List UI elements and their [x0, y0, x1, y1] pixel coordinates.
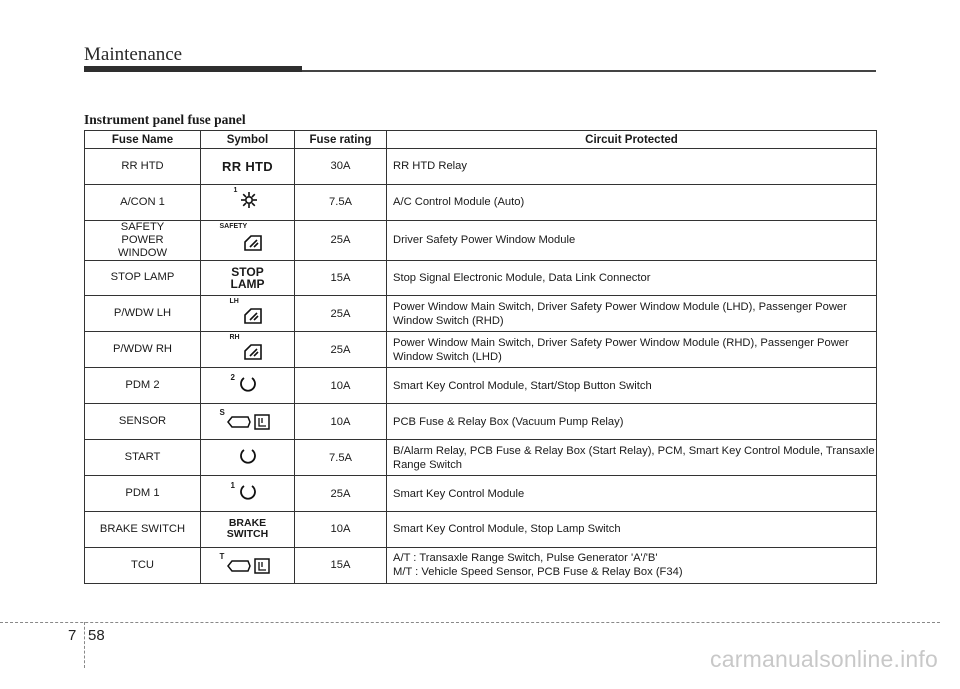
fuse-rating: 7.5A — [295, 184, 387, 220]
engine-sensor-icon — [226, 413, 272, 431]
circuit-protected: Power Window Main Switch, Driver Safety Power Window Module (RHD), Passenger Power Window Switch (LHD) — [387, 332, 877, 368]
fuse-name: P/WDW LH — [85, 296, 201, 332]
column-header-fuse-name: Fuse Name — [85, 131, 201, 149]
table-row — [85, 368, 877, 404]
power-window-icon — [244, 344, 262, 360]
fuse-name: PDM 1 — [85, 476, 201, 512]
fuse-rating: 25A — [295, 332, 387, 368]
transmission-icon — [226, 557, 272, 575]
circuit-protected: Stop Signal Electronic Module, Data Link Connector — [387, 260, 877, 296]
table-row — [85, 404, 877, 440]
table-row — [85, 260, 877, 296]
fuse-rating: 10A — [295, 512, 387, 548]
fuse-symbol — [201, 476, 295, 512]
fuse-name: A/CON 1 — [85, 184, 201, 220]
fuse-symbol — [201, 512, 295, 548]
column-header-symbol: Symbol — [201, 131, 295, 149]
symbol-superscript: 1 — [230, 481, 235, 490]
fuse-rating: 10A — [295, 368, 387, 404]
chapter-number: 7 — [68, 627, 77, 644]
table-row — [85, 547, 877, 583]
key-ring-icon — [238, 374, 258, 394]
fuse-symbol — [201, 332, 295, 368]
circuit-protected: Driver Safety Power Window Module — [387, 220, 877, 260]
circuit-protected: Smart Key Control Module, Stop Lamp Switch — [387, 512, 877, 548]
symbol-superscript: LH — [229, 298, 239, 305]
column-header-circuit: Circuit Protected — [387, 131, 877, 149]
table-row — [85, 296, 877, 332]
fuse-rating: 7.5A — [295, 440, 387, 476]
symbol-superscript: S — [219, 408, 225, 417]
fuse-name: BRAKE SWITCH — [85, 512, 201, 548]
table-header-row — [85, 131, 877, 149]
table-row — [85, 149, 877, 185]
fuse-symbol — [201, 547, 295, 583]
column-header-fuse-rating: Fuse rating — [295, 131, 387, 149]
fuse-name: STOP LAMP — [85, 260, 201, 296]
fuse-symbol — [201, 440, 295, 476]
ignition-key-icon — [238, 446, 258, 466]
fuse-rating: 25A — [295, 296, 387, 332]
fuse-symbol — [201, 296, 295, 332]
fuse-rating: 25A — [295, 220, 387, 260]
fuse-symbol — [201, 404, 295, 440]
power-window-icon — [244, 308, 262, 324]
symbol-label-line1: STOP — [231, 264, 264, 279]
fuse-symbol — [201, 368, 295, 404]
fuse-name: START — [85, 440, 201, 476]
fuse-name: P/WDW RH — [85, 332, 201, 368]
circuit-protected: PCB Fuse & Relay Box (Vacuum Pump Relay) — [387, 404, 877, 440]
table-row — [85, 440, 877, 476]
fuse-name: RR HTD — [85, 149, 201, 185]
circuit-protected: RR HTD Relay — [387, 149, 877, 185]
snowflake-icon — [240, 191, 258, 209]
symbol-label-line1: BRAKE — [228, 517, 267, 530]
fuse-symbol — [201, 184, 295, 220]
symbol-label-line2: SWITCH — [226, 528, 269, 541]
fuse-name: TCU — [85, 547, 201, 583]
symbol-superscript: RH — [229, 334, 240, 341]
symbol-superscript: T — [219, 551, 225, 561]
footer-divider — [0, 622, 940, 623]
fuse-symbol — [201, 260, 295, 296]
fuse-name: SAFETY POWER WINDOW — [85, 220, 201, 260]
fuse-symbol — [201, 149, 295, 185]
fuse-table — [84, 130, 877, 584]
fuse-rating: 30A — [295, 149, 387, 185]
header-title: Maintenance — [84, 44, 183, 65]
header-rule-thick — [84, 66, 302, 72]
table-row — [85, 220, 877, 260]
table-row — [85, 332, 877, 368]
circuit-line-1: A/T : Transaxle Range Switch, Pulse Generator 'A'/'B' — [393, 552, 658, 564]
fuse-symbol — [201, 220, 295, 260]
circuit-protected — [387, 547, 877, 583]
circuit-protected: Smart Key Control Module — [387, 476, 877, 512]
key-ring-icon — [238, 482, 258, 502]
fuse-rating: 25A — [295, 476, 387, 512]
symbol-superscript: 2 — [230, 373, 235, 382]
symbol-superscript: 1 — [233, 186, 238, 194]
circuit-protected: Smart Key Control Module, Start/Stop Button Switch — [387, 368, 877, 404]
fuse-name: PDM 2 — [85, 368, 201, 404]
watermark: carmanualsonline.info — [710, 646, 938, 672]
fuse-rating: 15A — [295, 547, 387, 583]
table-row — [85, 184, 877, 220]
page-number: 58 — [88, 627, 105, 644]
circuit-protected: Power Window Main Switch, Driver Safety Power Window Module (LHD), Passenger Power Window Switch (RHD) — [387, 296, 877, 332]
fuse-name: SENSOR — [85, 404, 201, 440]
circuit-protected: A/C Control Module (Auto) — [387, 184, 877, 220]
power-window-icon — [244, 235, 262, 251]
circuit-line-2: M/T : Vehicle Speed Sensor, PCB Fuse & Relay Box (F34) — [393, 566, 683, 578]
circuit-protected: B/Alarm Relay, PCB Fuse & Relay Box (Start Relay), PCM, Smart Key Control Module, Transaxle Range Switch — [387, 440, 877, 476]
section-title: Instrument panel fuse panel — [84, 112, 246, 127]
table-row — [85, 512, 877, 548]
footer-vertical-divider — [84, 622, 85, 668]
symbol-superscript: SAFETY — [219, 222, 248, 230]
table-row — [85, 476, 877, 512]
header-rule-thin — [302, 70, 876, 72]
fuse-rating: 10A — [295, 404, 387, 440]
symbol-label-line2: LAMP — [230, 276, 265, 291]
fuse-rating: 15A — [295, 260, 387, 296]
symbol-label: RR HTD — [222, 158, 273, 174]
